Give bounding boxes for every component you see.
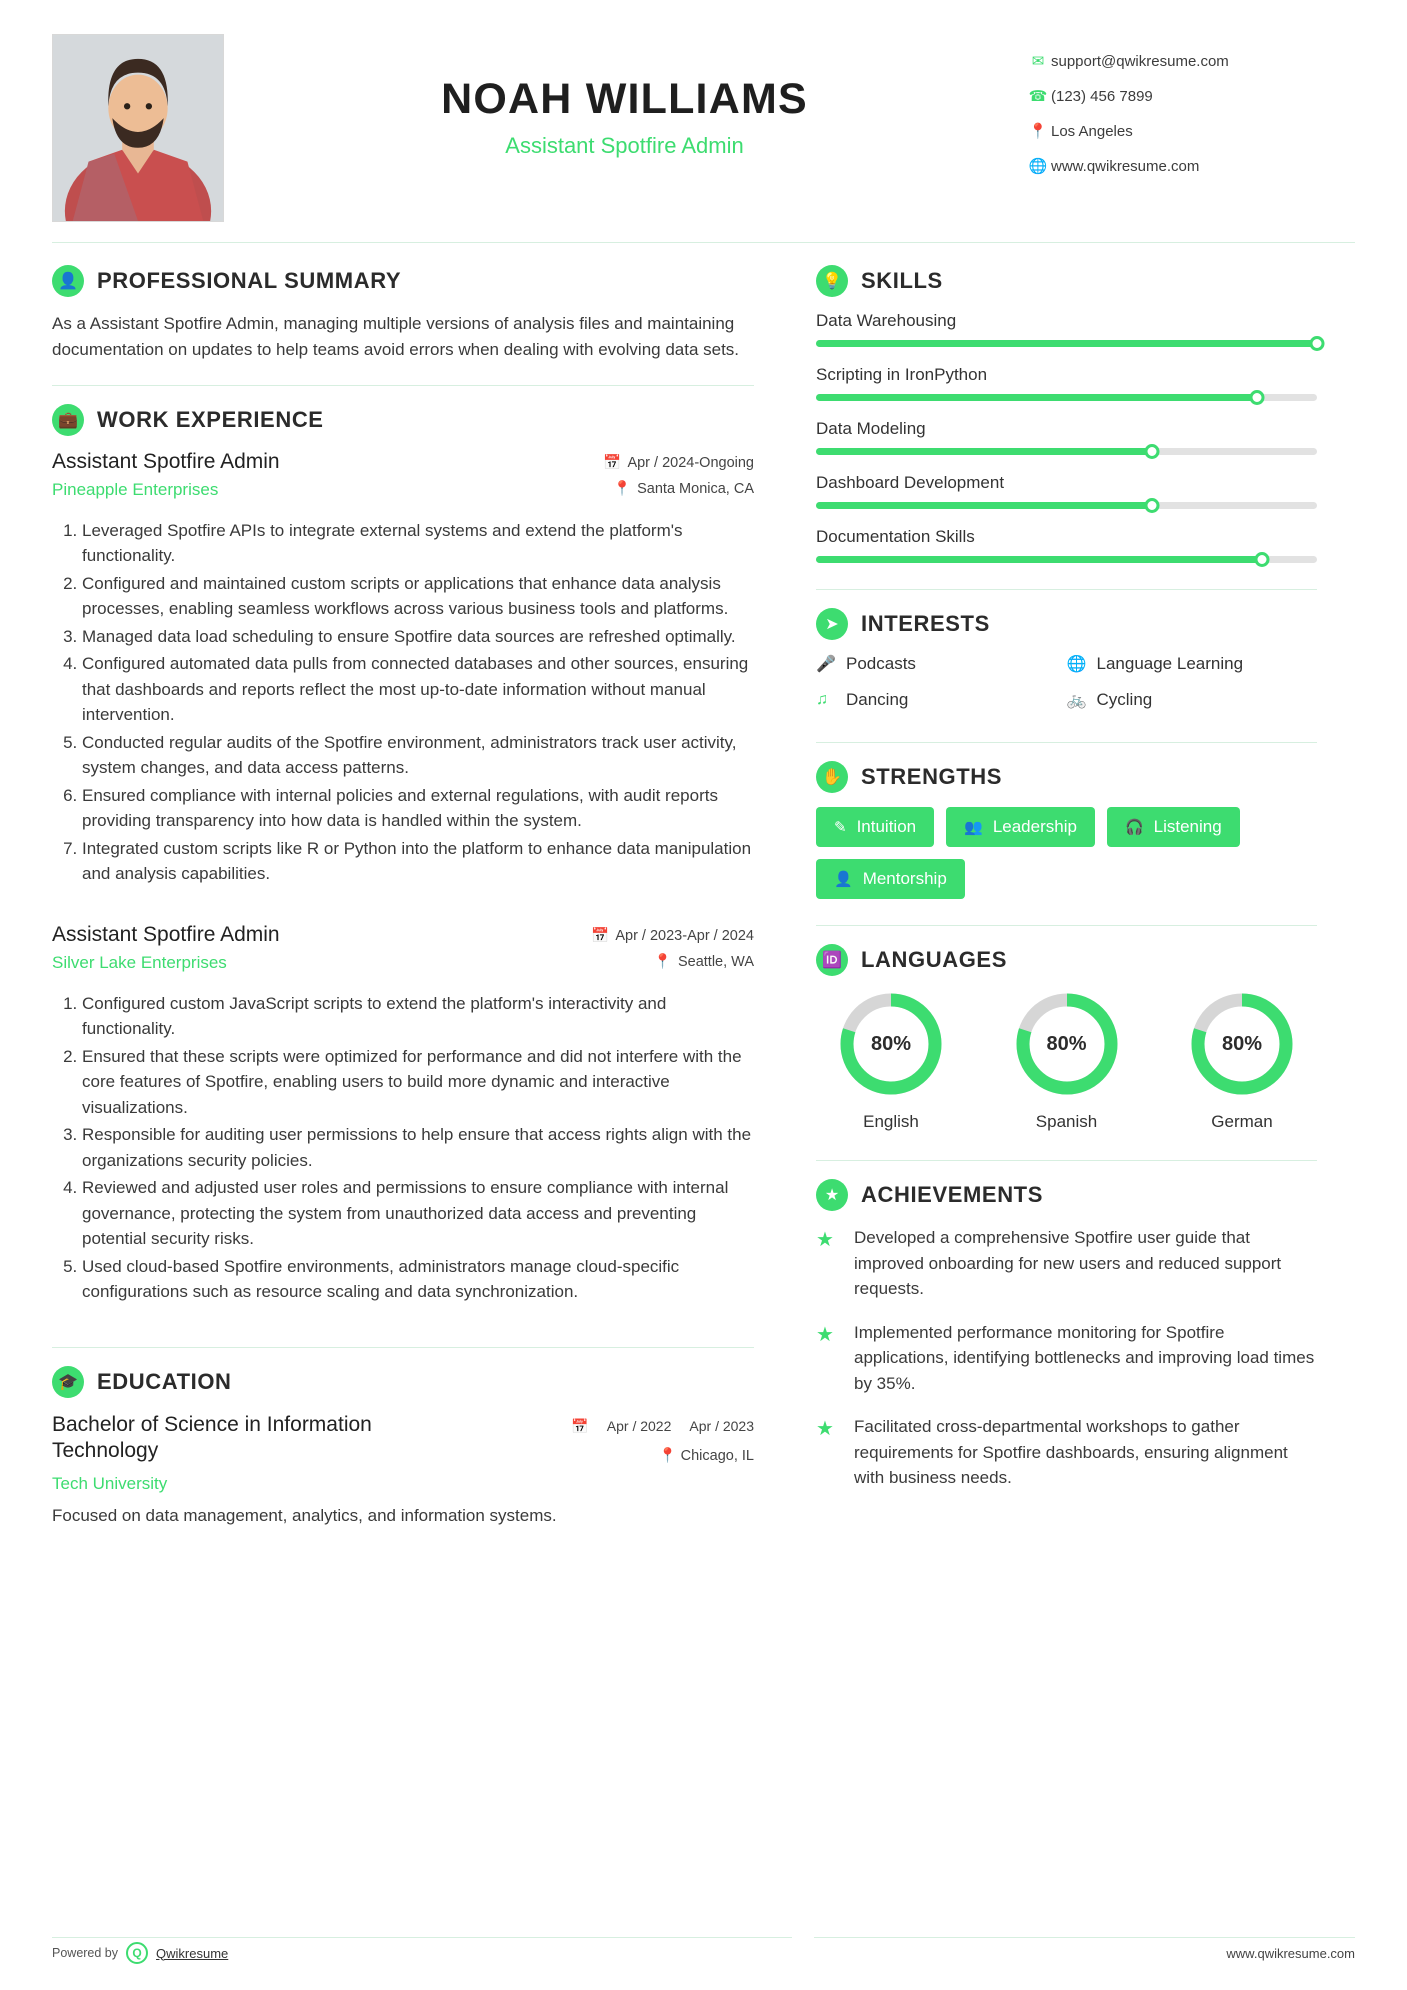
- interest-list: [816, 654, 1317, 726]
- divider: [816, 742, 1317, 743]
- divider: [816, 925, 1317, 926]
- achievement-list: [816, 1225, 1317, 1491]
- skill-name: Dashboard Development: [816, 473, 1005, 492]
- job-bullet: 4. Reviewed and adjusted user roles and permissions to ensure compliance with internal governance, protecting the system from unauthorized data access and preventing potential security risks.: [82, 1175, 754, 1252]
- contact-website[interactable]: [1025, 157, 1355, 175]
- strength-chip: [946, 807, 1095, 847]
- skill-name: Scripting in IronPython: [816, 365, 988, 384]
- language-name: English: [863, 1112, 919, 1131]
- name-block: [224, 34, 1025, 159]
- language-ring: [837, 990, 945, 1098]
- achievement-text: Facilitated cross-departmental workshops to gather requirements for Spotfire dashboards, ensuring alignment with business needs.: [854, 1417, 1288, 1487]
- section-header-summary: [52, 265, 754, 297]
- job-bullet: 3. Responsible for auditing user permissions to help ensure that access rights align with the organizations security policies.: [82, 1122, 754, 1173]
- powered-by: [52, 1942, 228, 1964]
- job-company: Pineapple Enterprises: [52, 479, 219, 499]
- language-list: [816, 990, 1317, 1132]
- language-item: [816, 990, 966, 1132]
- education-item: [52, 1412, 754, 1527]
- experience-item-main: [52, 923, 539, 973]
- section-header-languages: [816, 944, 1317, 976]
- calendar-icon: 📅: [603, 454, 622, 471]
- contact-email[interactable]: [1025, 52, 1355, 70]
- job-bullet: 3. Managed data load scheduling to ensure Spotfire data sources are refreshed optimally.: [82, 624, 754, 650]
- star-icon: ★: [816, 1229, 834, 1251]
- job-dates-row: [539, 454, 754, 471]
- interest-label: Dancing: [846, 690, 909, 709]
- experience-item: [52, 923, 754, 1305]
- globe-icon: 🌐: [1066, 656, 1087, 673]
- skill-bar: [816, 556, 1317, 563]
- section-header-strengths: [816, 761, 1317, 793]
- job-dates: Apr / 2024-Ongoing: [627, 454, 754, 471]
- job-dates-row: [539, 927, 754, 944]
- lightbulb-icon: 💡: [816, 265, 848, 297]
- strength-label: Leadership: [992, 817, 1077, 836]
- strength-label: Intuition: [856, 817, 917, 836]
- languages-title: LANGUAGES: [861, 947, 1007, 972]
- experience-title: WORK EXPERIENCE: [97, 406, 324, 432]
- music-note-icon: ♫: [816, 691, 828, 708]
- qwikresume-logo-icon: Q: [126, 1942, 148, 1964]
- achievement-text: Implemented performance monitoring for Spotfire applications, identifying bottlenecks and improving load times by 35%.: [854, 1322, 1315, 1393]
- contact-phone[interactable]: [1025, 87, 1355, 105]
- users-icon: 👥: [964, 819, 983, 836]
- strength-chip: [816, 807, 934, 847]
- user-plus-icon: 👤: [834, 871, 853, 888]
- education-start: Apr / 2022: [606, 1417, 672, 1434]
- interest-item: [816, 654, 1067, 674]
- job-location: Santa Monica, CA: [637, 480, 754, 497]
- job-bullet: 5. Conducted regular audits of the Spotfire environment, administrators track user activity, system changes, and data access patterns.: [82, 730, 754, 781]
- strengths-title: STRENGTHS: [861, 764, 1003, 789]
- avatar: [52, 34, 224, 222]
- globe-icon: 🌐: [1028, 158, 1048, 175]
- page-footer: [52, 1942, 1355, 1964]
- powered-by-label: Powered by: [52, 1946, 119, 1960]
- divider: [816, 589, 1317, 590]
- job-bullet: 7. Integrated custom scripts like R or Python into the platform to enhance data manipulation and analysis capabilities.: [82, 836, 754, 887]
- interest-item: [1067, 654, 1318, 674]
- section-header-interests: [816, 608, 1317, 640]
- graduation-cap-icon: 🎓: [52, 1366, 84, 1398]
- interest-item: [816, 690, 1067, 710]
- qwikresume-brand-link[interactable]: Qwikresume: [156, 1945, 229, 1961]
- skill-item: [816, 365, 1317, 401]
- interest-label: Cycling: [1096, 690, 1153, 709]
- section-header-skills: [816, 265, 1317, 297]
- location-pin-icon: 📍: [613, 480, 632, 497]
- experience-item: [52, 450, 754, 887]
- job-bullet: 2. Ensured that these scripts were optimized for performance and did not interfere with the core features of Spotfire, enabling users to build more dynamic and interactive visualizations.: [82, 1044, 754, 1121]
- skill-name: Documentation Skills: [816, 527, 975, 546]
- education-location: Chicago, IL: [680, 1447, 754, 1464]
- section-header-achievements: [816, 1179, 1317, 1211]
- strength-chip: [816, 859, 965, 899]
- job-bullet: 1. Leveraged Spotfire APIs to integrate external systems and extend the platform's functionality.: [82, 518, 754, 569]
- job-bullet: 6. Ensured compliance with internal policies and external regulations, with audit reports providing transparency into how data is handled within the system.: [82, 783, 754, 834]
- calendar-icon: 📅: [591, 927, 610, 944]
- divider: [52, 1347, 754, 1348]
- contact-location: [1025, 122, 1355, 140]
- experience-item-meta: [539, 450, 754, 506]
- pen-icon: ✎: [834, 819, 847, 836]
- section-header-experience: [52, 404, 754, 436]
- language-percent: 80%: [870, 1032, 912, 1055]
- contact-location-value: Los Angeles: [1051, 122, 1133, 140]
- job-location-row: [539, 953, 754, 970]
- experience-item-main: [52, 450, 539, 500]
- skill-name: Data Warehousing: [816, 311, 957, 330]
- language-percent: 80%: [1046, 1032, 1087, 1055]
- footer-divider-right: [814, 1937, 1355, 1938]
- headphones-icon: 🎧: [1124, 819, 1144, 836]
- language-item: [992, 990, 1142, 1132]
- language-name: German: [1211, 1112, 1273, 1131]
- strength-label: Listening: [1153, 817, 1222, 836]
- experience-item-header: [52, 450, 754, 506]
- content-columns: [52, 265, 1355, 1526]
- summary-text: As a Assistant Spotfire Admin, managing multiple versions of analysis files and maintaining documentation on updates to help teams avoid errors when dealing with evolving data sets.: [52, 314, 740, 359]
- contact-phone-value: (123) 456 7899: [1051, 87, 1153, 105]
- candidate-name: NOAH WILLIAMS: [441, 75, 808, 123]
- skill-name: Data Modeling: [816, 419, 926, 438]
- job-location-row: [539, 480, 754, 497]
- star-badge-icon: ★: [816, 1179, 848, 1211]
- section-header-education: [52, 1366, 754, 1398]
- skill-bar: [816, 448, 1317, 455]
- language-name: Spanish: [1035, 1112, 1098, 1131]
- strength-list: [816, 807, 1317, 899]
- microphone-icon: 🎤: [816, 656, 836, 673]
- strength-chip: [1107, 807, 1240, 847]
- job-dates: Apr / 2023-Apr / 2024: [615, 927, 754, 944]
- candidate-title: Assistant Spotfire Admin: [505, 133, 744, 159]
- achievement-item: [816, 1414, 1317, 1491]
- divider: [816, 1160, 1317, 1161]
- job-bullets: [52, 991, 754, 1305]
- job-role: Assistant Spotfire Admin: [52, 922, 280, 946]
- education-title: EDUCATION: [97, 1368, 232, 1394]
- education-dates: [571, 1412, 754, 1435]
- education-meta: [571, 1412, 754, 1464]
- id-card-icon: 🆔: [816, 944, 848, 976]
- achievements-title: ACHIEVEMENTS: [861, 1182, 1043, 1207]
- skill-bar: [816, 502, 1317, 509]
- resume-header: [52, 34, 1355, 242]
- interest-label: Language Learning: [1096, 654, 1244, 673]
- achievement-item: [816, 1225, 1317, 1302]
- skill-item: [816, 311, 1317, 347]
- language-ring: [1013, 990, 1121, 1098]
- education-end: Apr / 2023: [689, 1417, 754, 1434]
- calendar-icon: 📅: [571, 1417, 589, 1434]
- star-icon: ★: [816, 1323, 834, 1346]
- location-pin-icon: 📍: [658, 1447, 677, 1464]
- phone-icon: ☎: [1028, 88, 1048, 105]
- person-icon: 👤: [52, 265, 84, 297]
- contact-email-value: support@qwikresume.com: [1051, 52, 1229, 70]
- education-description: Focused on data management, analytics, and information systems.: [52, 1506, 557, 1526]
- contact-website-value: www.qwikresume.com: [1051, 157, 1200, 175]
- job-role: Assistant Spotfire Admin: [52, 449, 280, 473]
- education-main: [52, 1412, 482, 1495]
- job-bullets: [52, 518, 754, 887]
- paper-plane-icon: ➤: [816, 608, 848, 640]
- avatar-illustration: [53, 35, 223, 221]
- education-school: Tech University: [52, 1474, 168, 1494]
- right-column: [792, 265, 1317, 1526]
- interest-label: Podcasts: [846, 654, 916, 673]
- education-location-row: [571, 1447, 754, 1464]
- job-company: Silver Lake Enterprises: [52, 952, 227, 972]
- interest-item: [1067, 690, 1318, 710]
- skill-item: [816, 527, 1317, 563]
- interests-title: INTERESTS: [861, 611, 990, 636]
- location-pin-icon: 📍: [1028, 123, 1048, 140]
- location-pin-icon: 📍: [653, 953, 672, 970]
- job-bullet: 5. Used cloud-based Spotfire environments, administrators manage cloud-specific configurations such as resource scaling and data synchronization.: [82, 1254, 754, 1305]
- skill-item: [816, 419, 1317, 455]
- skills-title: SKILLS: [861, 268, 943, 293]
- achievement-item: [816, 1320, 1317, 1397]
- hand-icon: ✋: [816, 761, 848, 793]
- language-percent: 80%: [1221, 1032, 1263, 1055]
- skill-bar: [816, 394, 1317, 401]
- summary-title: PROFESSIONAL SUMMARY: [97, 268, 402, 293]
- education-degree: Bachelor of Science in Information Technology: [52, 1412, 372, 1462]
- job-bullet: 4. Configured automated data pulls from connected databases and other sources, ensuring that dashboards and reports reflect the most up-to-date information without manual intervention.: [82, 651, 754, 728]
- skill-item: [816, 473, 1317, 509]
- job-bullet: 2. Configured and maintained custom scripts or applications that enhance data analysis processes, enabling seamless workflows across various business tools and platforms.: [82, 571, 754, 622]
- bicycle-icon: 🚲: [1066, 692, 1087, 709]
- contact-list: [1025, 34, 1355, 192]
- divider: [52, 385, 754, 386]
- briefcase-icon: 💼: [52, 404, 84, 436]
- job-location: Seattle, WA: [677, 953, 754, 970]
- footer-divider-left: [52, 1937, 792, 1938]
- strength-label: Mentorship: [862, 869, 947, 888]
- header-divider: [52, 242, 1355, 243]
- footer-url[interactable]: www.qwikresume.com: [1226, 1945, 1355, 1961]
- language-ring: [1188, 990, 1296, 1098]
- star-icon: ★: [816, 1418, 834, 1440]
- experience-item-header: [52, 923, 754, 979]
- job-bullet: 1. Configured custom JavaScript scripts to extend the platform's interactivity and functionality.: [82, 991, 754, 1042]
- left-column: [52, 265, 792, 1526]
- email-icon: ✉: [1031, 53, 1045, 70]
- education-item-header: [52, 1412, 754, 1495]
- language-item: [1167, 990, 1317, 1132]
- achievement-text: Developed a comprehensive Spotfire user guide that improved onboarding for new users and reduced support requests.: [854, 1228, 1282, 1298]
- experience-item-meta: [539, 923, 754, 979]
- skill-bar: [816, 340, 1317, 347]
